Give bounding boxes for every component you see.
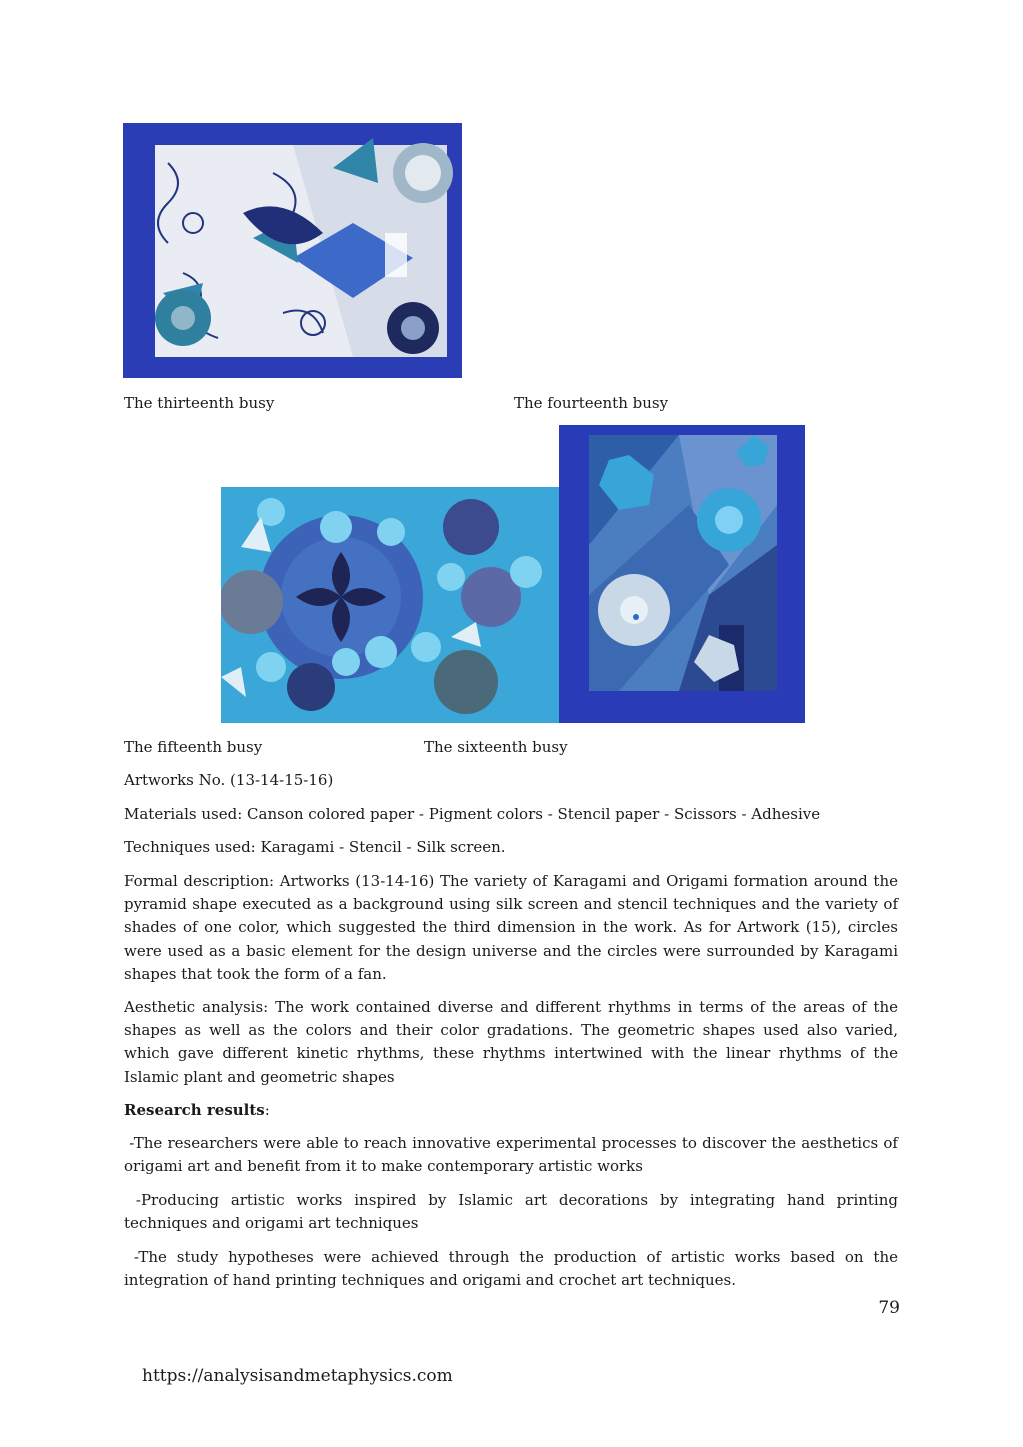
caption-fourteenth: The fourteenth busy <box>514 394 669 412</box>
techniques-used: Techniques used: Karagami - Stencil - Silk screen. <box>124 838 506 856</box>
caption-fifteenth: The fifteenth busy <box>124 738 263 756</box>
result-item-2: -Producing artistic works inspired by Islamic art decorations by integrating hand printing techniques and origami art techniques <box>124 1191 903 1233</box>
artwork-16-image <box>559 425 805 723</box>
caption-sixteenth: The sixteenth busy <box>424 738 568 756</box>
artwork-13-image <box>123 123 462 378</box>
formal-description: Formal description: Artworks (13-14-16) The variety of Karagami and Origami formation around the pyramid shape executed as a background using silk screen and stencil techniques and the variety of shades of one color, which suggested the third dimension in the work. As for Artwork (15), circles were used as a basic element for the design universe and the circles were surrounded by Karagami shapes that took the form of a fan. <box>124 872 898 983</box>
artwork-15-image <box>221 487 560 723</box>
materials-used: Materials used: Canson colored paper - Pigment colors - Stencil paper - Scissors - Adhesive <box>124 805 821 823</box>
footer-url-link[interactable]: https://analysisandmetaphysics.com <box>142 1366 453 1386</box>
result-item-3: -The study hypotheses were achieved through the production of artistic works based on the integration of hand printing techniques and origami and crochet art techniques. <box>124 1248 903 1290</box>
research-results-colon: : <box>264 1101 270 1119</box>
research-results-label: Research results <box>124 1101 265 1119</box>
research-results-heading <box>124 1099 898 1122</box>
aesthetic-analysis: Aesthetic analysis: The work contained diverse and different rhythms in terms of the areas of the shapes as well as the colors and their color gradations. The geometric shapes used also varied, which gave different kinetic rhythms, these rhythms intertwined with the linear rhythms of the Islamic plant and geometric shapes <box>124 998 898 1086</box>
artworks-number: Artworks No. (13-14-15-16) <box>124 771 334 789</box>
result-item-1: -The researchers were able to reach innovative experimental processes to discover the aesthetics of origami art and benefit from it to make contemporary artistic works <box>124 1134 903 1176</box>
caption-thirteenth: The thirteenth busy <box>124 394 275 412</box>
page-number: 79 <box>878 1298 900 1318</box>
